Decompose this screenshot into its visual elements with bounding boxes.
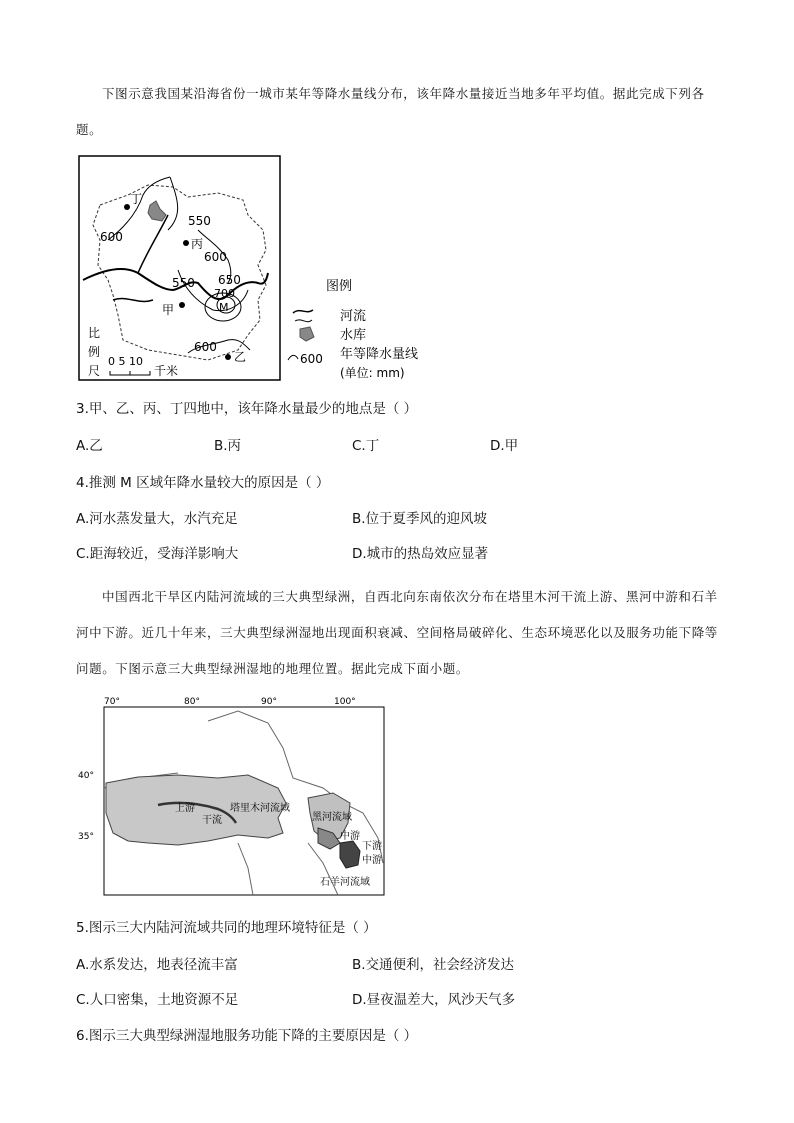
label-shiyang: 石羊河流域	[320, 877, 370, 888]
q5-option-c[interactable]: C.人口密集，土地资源不足	[76, 992, 239, 1008]
q4-option-d[interactable]: D.城市的热岛效应显著	[352, 546, 489, 562]
scale-label-2: 例	[88, 345, 101, 359]
q5-option-d[interactable]: D.昼夜温差大，风沙天气多	[352, 992, 516, 1008]
isoline-600-a: 600	[100, 230, 123, 244]
place-yi: 乙	[234, 350, 247, 364]
precipitation-isoline-map	[78, 155, 419, 385]
legend-river: 河流	[340, 309, 367, 324]
q3-option-d[interactable]: D.甲	[490, 438, 519, 454]
q4-option-b[interactable]: B.位于夏季风的迎风坡	[352, 511, 488, 527]
place-ding: 丁	[130, 192, 143, 206]
label-middle-1: 中游	[340, 831, 360, 842]
q3-option-c[interactable]: C.丁	[352, 438, 380, 454]
q3-option-a[interactable]: A.乙	[76, 438, 103, 454]
place-bing: 丙	[191, 237, 204, 251]
label-upper: 上游	[175, 803, 195, 814]
q5-option-a[interactable]: A.水系发达，地表径流丰富	[76, 957, 238, 973]
lon-90: 90°	[261, 697, 277, 707]
q5-option-b[interactable]: B.交通便利，社会经济发达	[352, 957, 515, 973]
lon-70: 70°	[104, 697, 120, 707]
legend-unit: (单位: mm)	[340, 366, 405, 380]
place-jia: 甲	[162, 303, 175, 317]
reservoir-shape	[148, 201, 166, 221]
q4-option-c[interactable]: C.距海较近，受海洋影响大	[76, 546, 239, 562]
isoline-600-b: 600	[204, 250, 227, 264]
intro-paragraph-1: 下图示意我国某沿海省份一城市某年等降水量线分布，该年降水量接近当地多年平均值。据此完成下列各题。	[76, 86, 705, 137]
label-middle-2: 中游	[362, 855, 382, 866]
legend-isoline: 年等降水量线	[340, 347, 419, 362]
scale-label-3: 尺	[88, 364, 101, 378]
question-6-stem: 6.图示三大典型绿洲湿地服务功能下降的主要原因是（ ）	[76, 1028, 418, 1044]
question-5-stem: 5.图示三大内陆河流域共同的地理环境特征是（ ）	[76, 920, 377, 936]
question-3-stem: 3.甲、乙、丙、丁四地中，该年降水量最少的地点是（ ）	[76, 401, 418, 417]
label-heihe: 黑河流域	[312, 812, 352, 823]
isoline-650: 650	[218, 273, 241, 287]
q3-option-b[interactable]: B.丙	[214, 438, 242, 454]
lat-35: 35°	[78, 832, 94, 842]
lon-80: 80°	[184, 697, 200, 707]
label-tarim: 塔里木河流域	[230, 803, 290, 814]
oasis-location-map	[78, 693, 388, 898]
region-m: M	[219, 301, 229, 314]
label-lower: 下游	[362, 841, 382, 852]
lon-100: 100°	[334, 697, 356, 707]
q4-option-a[interactable]: A.河水蒸发量大，水汽充足	[76, 511, 238, 527]
isoline-550-b: 550	[172, 276, 195, 290]
scale-unit: 千米	[154, 364, 179, 378]
intro-paragraph-2: 中国西北干旱区内陆河流域的三大典型绿洲，自西北向东南依次分布在塔里木河干流上游、黑河中游和石羊河中下游。近几十年来，三大典型绿洲湿地出现面积衰减、空间格局破碎化、生态环境恶化以及服务功能下降等问题。下图示意三大典型绿洲湿地的地理位置。据此完成下面小题。	[76, 589, 718, 676]
label-trunk: 干流	[202, 815, 222, 826]
lat-40: 40°	[78, 771, 94, 781]
legend-isoline-value: 600	[300, 352, 323, 366]
scale-ticks: 0 5 10	[108, 355, 143, 368]
isoline-700: 700	[214, 287, 235, 300]
legend-title: 图例	[326, 279, 353, 294]
question-4-stem: 4.推测 M 区域年降水量较大的原因是（ ）	[76, 475, 330, 491]
scale-label-1: 比	[88, 326, 101, 340]
isoline-600-c: 600	[194, 340, 217, 354]
isoline-550-a: 550	[188, 214, 211, 228]
legend-reservoir: 水库	[340, 328, 367, 343]
